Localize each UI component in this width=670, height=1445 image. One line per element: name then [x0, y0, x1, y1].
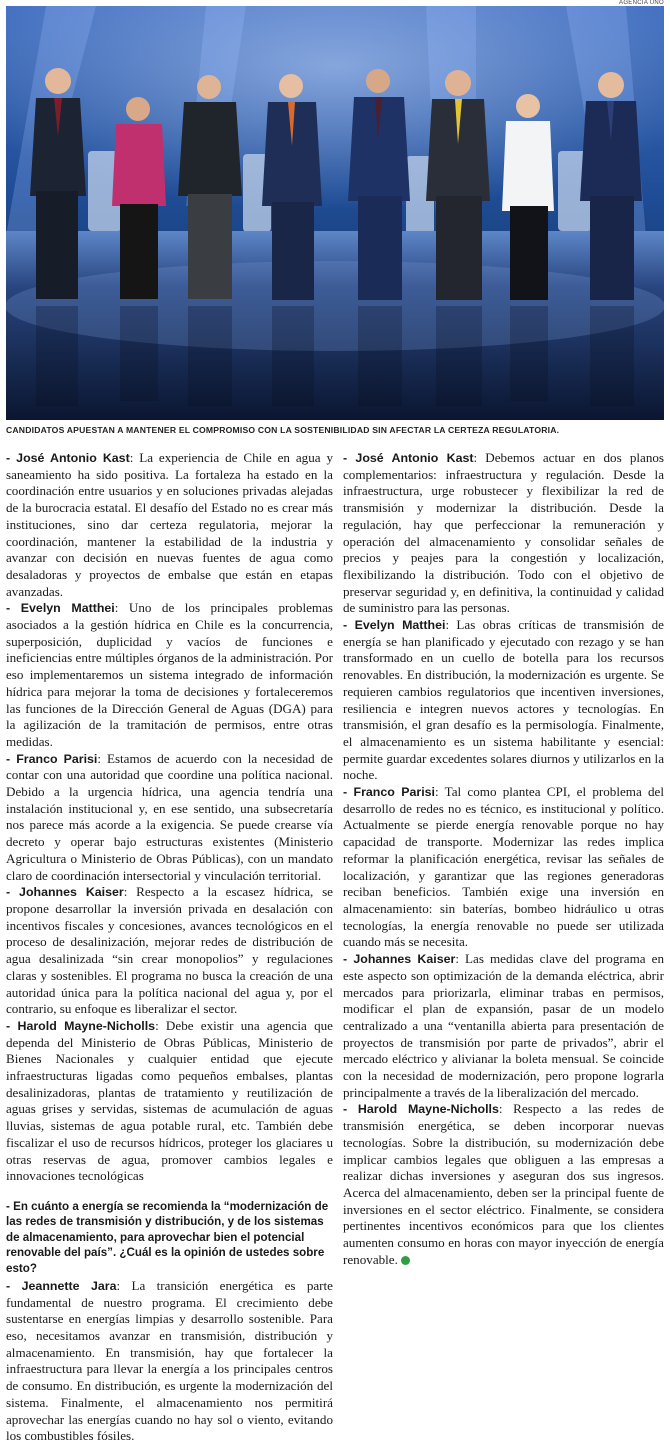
speaker-name: - Franco Parisi — [343, 785, 435, 800]
photo-caption: CANDIDATOS APUESTAN A MANTENER EL COMPROMISO CON LA SOSTENIBILIDAD SIN AFECTAR LA CERTEZA REGULATORIA. — [6, 425, 560, 435]
answer-paragraph — [343, 1101, 664, 1268]
speaker-name: - Johannes Kaiser — [343, 952, 456, 967]
answer-text: : Respecto a las redes de transmisión energética, se deben incorporar nuevas tecnologías. Sobre la distribución, su modernización debe implicar cambios legales que obliguen a las empresas a realizar dichas inversiones y aseguran dos sus ingresos. Acerca del almacenamiento, deben ser la principal fuente de inversiones en el sector eléctrico. Finalmente, se considera pertinentes incentivos económicos para que los clientes aumenten consumo en horas con mayor inyección de energía renovable. — [343, 1101, 664, 1267]
photo-credit: AGENCIA UNO — [619, 0, 664, 6]
end-of-article-icon — [401, 1256, 410, 1265]
answer-paragraph — [343, 450, 664, 617]
speaker-name: - Franco Parisi — [6, 751, 98, 766]
answer-text: : La transición energética es parte fundamental de nuestro programa. El crecimiento debe sustentarse en energías limpias y desarrollo sostenible. Para eso, necesitamos avanzar en transmisión, distribución y almacenamiento. En transmisión, hay que fortalecer la infraestructura para llevar la energía a los principales centros de consumo. En distribución, es urgente la modernización del sistema. Finalmente, el almacenamiento nos permitirá aprovechar las energías cuando no hay sol o viento, evitando los combustibles fósiles. — [6, 1277, 333, 1444]
answer-text: : Las medidas clave del programa en este aspecto son optimización de la demanda eléctrica, abrir mercados para priorizarla, eliminar trabas en permisos, modificar el plan de expansión, pasar de un modelo centralizado a una “ventanilla abierta para presentación de proyectos de transmisión por parte de privados”, abrir el mercado eléctrico y alivianar la boleta mensual. Se coincide con la necesidad de modernización, pero propone lograrla principalmente a través de la liberalización del mercado. — [343, 951, 664, 1100]
answer-paragraph — [6, 1018, 333, 1185]
speaker-name: - Harold Mayne-Nicholls — [343, 1102, 499, 1117]
speaker-name: - Harold Mayne-Nicholls — [6, 1018, 156, 1033]
answer-text: : Debemos actuar en dos planos complementarios: infraestructura y regulación. Desde la infraestructura, urge robustecer y flexibilizar la red de transmisión y modernizar la distribución. Desde la regulación, hay que perfeccionar la remuneración y operación del almacenamiento y consolidar señales de precios y peajes para la congestión y localización, flexibilizando la distribución. Todo con el objetivo de preservar seguridad y, en definitiva, la continuidad y calidad de suministro para las personas. — [343, 450, 665, 616]
answer-paragraph — [6, 450, 333, 600]
answer-paragraph — [6, 751, 333, 885]
answer-paragraph — [343, 617, 664, 784]
answer-text: : Uno de los principales problemas asociados a la gestión hídrica en Chile es la concurrencia, superposición, duplicidad y vacíos de funciones e ineficiencias entre múltiples órganos de la administración. Por eso implementaremos un sistema integrado de información hídrica para mejorar la toma de decisiones y fortaleceremos las funciones de la Dirección General de Aguas (DGA) para la agilización de la tramitación de permisos, entre otras medidas. — [6, 600, 334, 749]
speaker-name: - Evelyn Matthei — [6, 601, 115, 616]
answer-text: : Respecto a la escasez hídrica, se propone desarrollar la inversión privada en desalación con incentivos fiscales y concesiones, avances tecnológicos en el proceso de desalinización, mejorar redes de distribución de agua desalinizada “sin crear monopolios” y regulaciones claras y sostenibles. El programa no busca la creación de una autoridad única para la política nacional del agua y, por el contrario, su enfoque es liberalizar el sector. — [6, 884, 333, 1017]
answer-paragraph — [343, 951, 664, 1101]
answer-paragraph — [6, 1278, 333, 1445]
candidates-photo — [6, 6, 664, 420]
speaker-name: - Evelyn Matthei — [343, 618, 446, 633]
answer-text: : Las obras críticas de transmisión de energía se han planificado y ejecutado con rezago y se han transformado en un cuello de botella para los recursos renovables. En distribución, la modernización es urgente. Se requieren cambios regulatorios que incentiven inversiones, resiliencia e integren nuevos actores y tecnologías. En transmisión, el gran desafío es la permisología. Finalmente, el almacenamiento es un sistema habilitante y esencial: permite guardar excedentes solares diurnos y utilizarlos en la noche. — [343, 617, 664, 783]
speaker-name: - José Antonio Kast — [343, 451, 474, 465]
answer-text: : Tal como plantea CPI, el problema del desarrollo de redes no es técnico, es institucional y político. Actualmente se pierde energía renovable porque no hay capacidad de transporte. Modernizar las redes implica reformar la planificación energética, revisar las señales de localización, y garantizar que las regiones generadoras reciban beneficios. También exige una inversión en almacenamiento: sin baterías, bombeo hidráulico u otras tecnologías, la energía renovable no puede ser utilizada cuando más se necesita. — [343, 784, 664, 950]
answer-text: : La experiencia de Chile en agua y saneamiento ha sido positiva. La fortaleza ha estado en la coordinación entre usuarios y en soluciones privadas alejadas de la burocracia estatal. El desafío del Estado no es crear más instituciones, sino dar certeza regulatoria, mejorar la coordinación, mantener la estabilidad de la industria y avanzar con decisión en nuevas fuentes de agua como desaladoras y proyectos de embalse que están en etapas avanzadas. — [6, 450, 333, 599]
answer-paragraph — [343, 784, 664, 951]
answer-paragraph — [6, 884, 333, 1018]
debate-stage-photo-icon — [6, 6, 664, 420]
right-column — [343, 450, 664, 1268]
answer-text: : Debe existir una agencia que dependa del Ministerio de Obras Públicas, Ministerio de Bienes Nacionales y cualquier entidad que ejecute infraestructuras ligadas como pequeños embalses, plantas desalinizadoras, plantas de tratamiento y reutilización de aguas grises y servidas, sistemas de acumulación de aguas lluvias, sistemas de agua potable rural, etc. También debe fiscalizar el uso de recursos hídricos, proteger los glaciares u otras reservas de agua, promover cambios legales e innovaciones tecnológicas — [6, 1017, 333, 1184]
answer-paragraph — [6, 600, 333, 750]
answer-text: : Estamos de acuerdo con la necesidad de contar con una autoridad que coordine una política nacional. Debido a la urgencia hídrica, una agencia tendría una instalación institucional y, en ese sentido, una subsecretaría nos parece más acorde a la exigencia. Se puede crearse vía decreto y operar bajo estructuras existentes (Ministerio Agricultura o Ministerio de Obras Públicas), con un mandato claro de coordinación intersectorial y vinculación territorial. — [6, 750, 333, 883]
speaker-name: - Johannes Kaiser — [6, 885, 124, 900]
left-column — [6, 450, 333, 1445]
interview-question: - En cuánto a energía se recomienda la “modernización de las redes de transmisión y distribución, y de los sistemas de almacenamiento, para aprovechar bien el potencial renovable del país”. ¿Cuál es la opinión de ustedes sobre esto? — [6, 1199, 329, 1275]
speaker-name: - Jeannette Jara — [6, 1278, 117, 1293]
speaker-name: - José Antonio Kast — [6, 451, 130, 465]
